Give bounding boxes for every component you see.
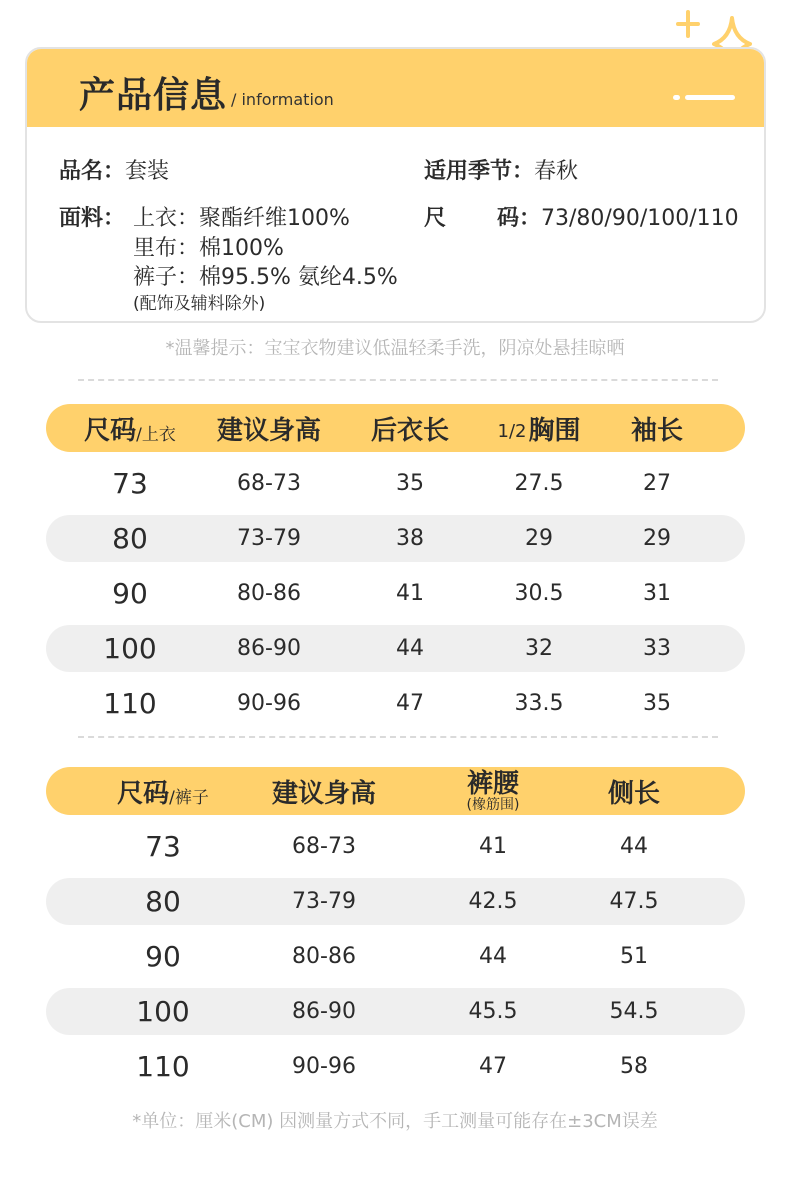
table-row: 110 90-96 47 58 [136,1050,648,1083]
size-value: 73/80/90/100/110 [541,206,739,231]
size-label-suffix: 码： [497,206,542,231]
table-row: 100 86-90 45.5 54.5 [46,988,745,1035]
fabric-label: 面料： [59,206,126,231]
table-row: 80 73-79 42.5 47.5 [46,878,745,925]
top-header-half-chest: 1/2 胸围 [497,415,581,446]
top-header-sleeve: 袖长 [630,415,684,446]
pants-size-table [46,767,745,1090]
fabric-line-pants: 裤子：棉95.5% 氨纶4.5% [133,265,398,290]
product-name-value: 套装 [125,159,170,184]
product-name-row [59,154,169,185]
pants-header-size: 尺码 /裤子 [117,778,209,809]
table-row: 73 68-73 35 27.5 27 [112,467,671,500]
header-bar-decoration [685,95,735,100]
size-row [497,201,739,232]
fabric-line-lining: 里布：棉100% [133,236,284,261]
wash-tip: *温馨提示：宝宝衣物建议低温轻柔手洗，阴凉处悬挂晾晒 [165,338,625,359]
dashed-divider [78,736,718,738]
top-header-height: 建议身高 [216,415,322,446]
unit-note: *单位：厘米(CM) 因测量方式不同，手工测量可能存在±3CM误差 [132,1111,658,1132]
season-label: 适用季节： [424,159,535,184]
product-name-label: 品名： [59,159,126,184]
pants-header-waist: 裤腰 (橡筋围) [466,768,520,813]
table-row: 90 80-86 41 30.5 31 [112,577,671,610]
table-row: 80 73-79 38 29 29 [46,515,745,562]
product-info-title: 产品信息 [79,75,228,116]
pants-header-height: 建议身高 [271,778,377,809]
product-info-subtitle: / information [231,90,334,109]
top-header-size: 尺码 /上衣 [84,415,176,446]
season-value: 春秋 [534,159,579,184]
table-row: 90 80-86 44 51 [145,940,648,973]
top-size-table [46,404,745,727]
fabric-line-top: 上衣：聚酯纤维100% [133,206,350,231]
size-label: 尺 [424,206,447,231]
table-row: 110 90-96 47 33.5 35 [103,687,671,720]
dashed-divider [78,379,718,381]
product-info-header [27,49,764,127]
pants-table-header [46,767,745,815]
top-table-header [46,404,745,452]
top-header-back-length: 后衣长 [370,415,450,446]
season-row [424,154,578,185]
fabric-note: (配饰及辅料除外) [133,294,266,314]
header-dot-decoration [673,95,680,100]
pants-header-side-length: 侧长 [607,778,661,809]
table-row: 73 68-73 41 44 [145,830,648,863]
table-row: 100 86-90 44 32 33 [46,625,745,672]
